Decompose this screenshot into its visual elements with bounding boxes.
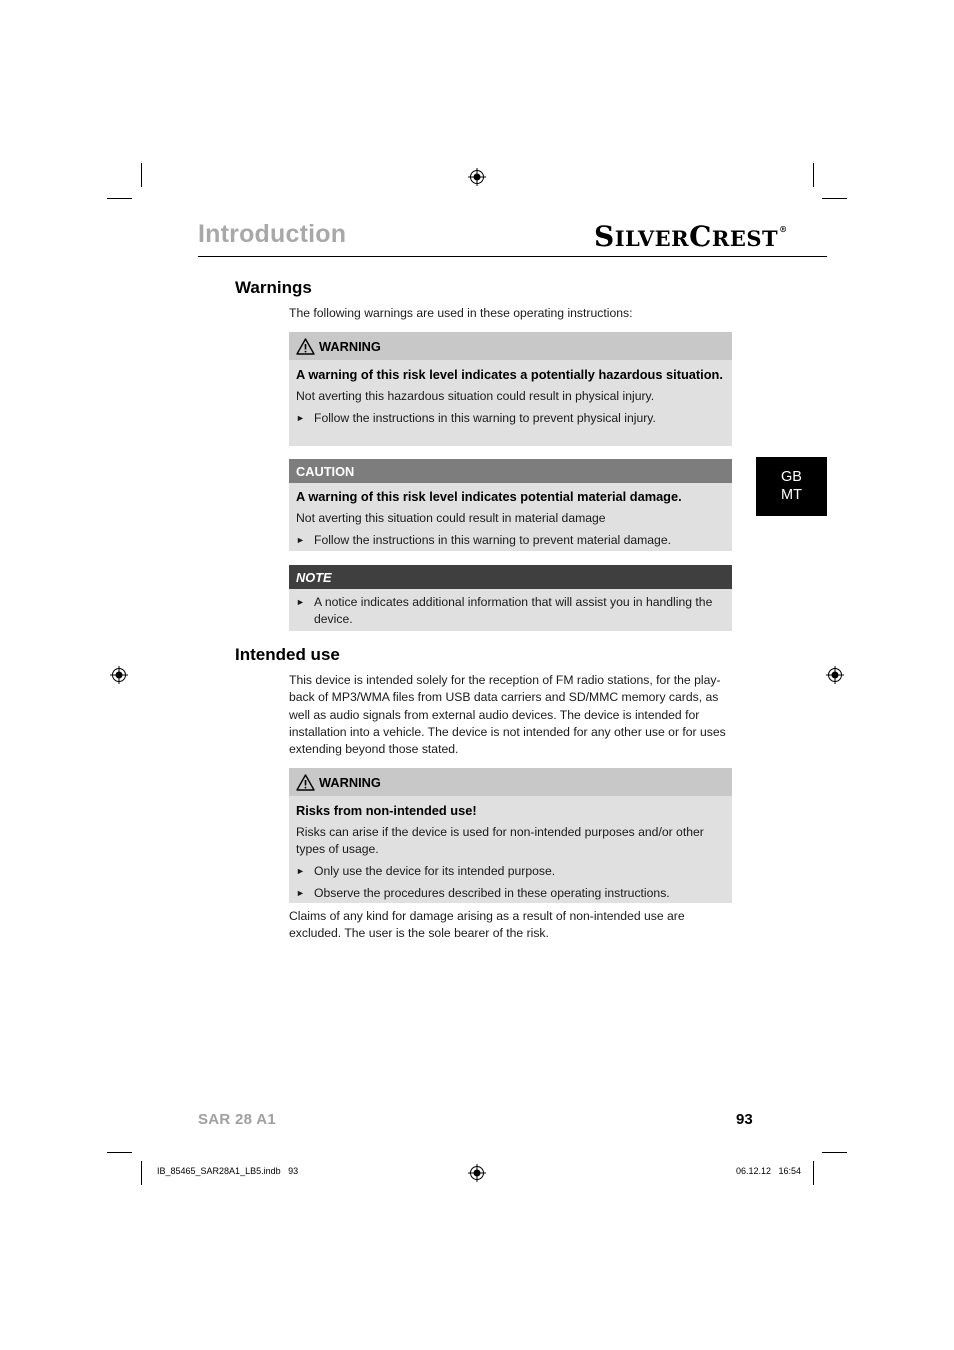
warning-triangle-icon xyxy=(296,774,315,791)
page-title: Introduction xyxy=(198,220,347,248)
print-slug-file: IB_85465_SAR28A1_LB5.indb 93 xyxy=(157,1166,299,1176)
language-tab xyxy=(756,457,827,516)
crop-mark xyxy=(107,1152,132,1153)
section-title-intended-use: Intended use xyxy=(235,645,340,664)
language-code: MT xyxy=(781,487,802,503)
warning-text: Risks can arise if the device is used for non-intended purposes and/or other types of usage. xyxy=(296,825,704,856)
warning-label: WARNING xyxy=(319,774,381,790)
list-item: ► Only use the device for its intended purpose. xyxy=(296,864,556,878)
note-label: NOTE xyxy=(296,569,332,585)
bullet-arrow-icon: ► xyxy=(296,888,305,898)
crop-mark xyxy=(813,1161,814,1185)
list-item: ► Follow the instructions in this warning to prevent material damage. xyxy=(296,533,671,547)
warning-box xyxy=(289,768,732,903)
registration-mark-icon xyxy=(468,1164,486,1182)
registration-mark-icon xyxy=(110,666,128,684)
model-number: SAR 28 A1 xyxy=(198,1111,277,1128)
closing-paragraph: Claims of any kind for damage arising as a result of non-intended use are excluded. The user is the sole bearer of the risk. xyxy=(289,909,685,941)
caution-box-header xyxy=(289,459,732,483)
bullet-arrow-icon: ► xyxy=(296,866,305,876)
print-slug-date: 06.12.12 16:54 xyxy=(736,1166,802,1176)
warnings-intro: The following warnings are used in these operating instructions: xyxy=(289,306,633,320)
registration-mark-icon xyxy=(826,666,844,684)
crop-mark xyxy=(813,163,814,187)
crop-mark xyxy=(141,1161,142,1185)
caution-text: Not averting this situation could result in material damage xyxy=(296,511,606,525)
list-item: ► A notice indicates additional information that will assist you in handling the device. xyxy=(296,595,713,626)
page-number: 93 xyxy=(736,1111,753,1128)
warning-heading: A warning of this risk level indicates a potentially hazardous situation. xyxy=(296,367,723,382)
caution-heading: A warning of this risk level indicates potential material damage. xyxy=(296,489,682,504)
warning-box-header xyxy=(289,332,732,360)
warning-text: Not averting this hazardous situation could result in physical injury. xyxy=(296,389,655,403)
warning-box xyxy=(289,332,732,446)
registration-mark-icon xyxy=(468,168,486,186)
bullet-arrow-icon: ► xyxy=(296,597,305,607)
crop-mark xyxy=(822,198,847,199)
warning-heading: Risks from non-intended use! xyxy=(296,803,477,818)
crop-mark xyxy=(107,198,132,199)
bullet-arrow-icon: ► xyxy=(296,413,305,423)
caution-label: CAUTION xyxy=(296,463,355,479)
warning-box-header xyxy=(289,768,732,796)
list-item: ► Follow the instructions in this warning to prevent physical injury. xyxy=(296,411,656,425)
header-divider xyxy=(198,256,827,257)
caution-box xyxy=(289,459,732,551)
crop-mark xyxy=(822,1152,847,1153)
warning-label: WARNING xyxy=(319,338,381,354)
crop-mark xyxy=(141,163,142,187)
language-code: GB xyxy=(781,469,802,485)
warning-triangle-icon xyxy=(296,338,315,355)
section-title-warnings: Warnings xyxy=(235,278,312,297)
bullet-arrow-icon: ► xyxy=(296,535,305,545)
note-box xyxy=(289,565,732,631)
list-item: ► Observe the procedures described in these operating instructions. xyxy=(296,886,670,900)
brand-logo: SILVERCREST® xyxy=(594,220,788,253)
note-box-header xyxy=(289,565,732,589)
intended-use-paragraph: This device is intended solely for the reception of FM radio stations, for the play-back of MP3/WMA files from USB data carriers and SD/MMC memory cards, as well as audio signals from external audio devices. The device is intended for installation into a vehicle. The device is not intended for any other use or for uses extending beyond those stated. xyxy=(289,673,726,757)
